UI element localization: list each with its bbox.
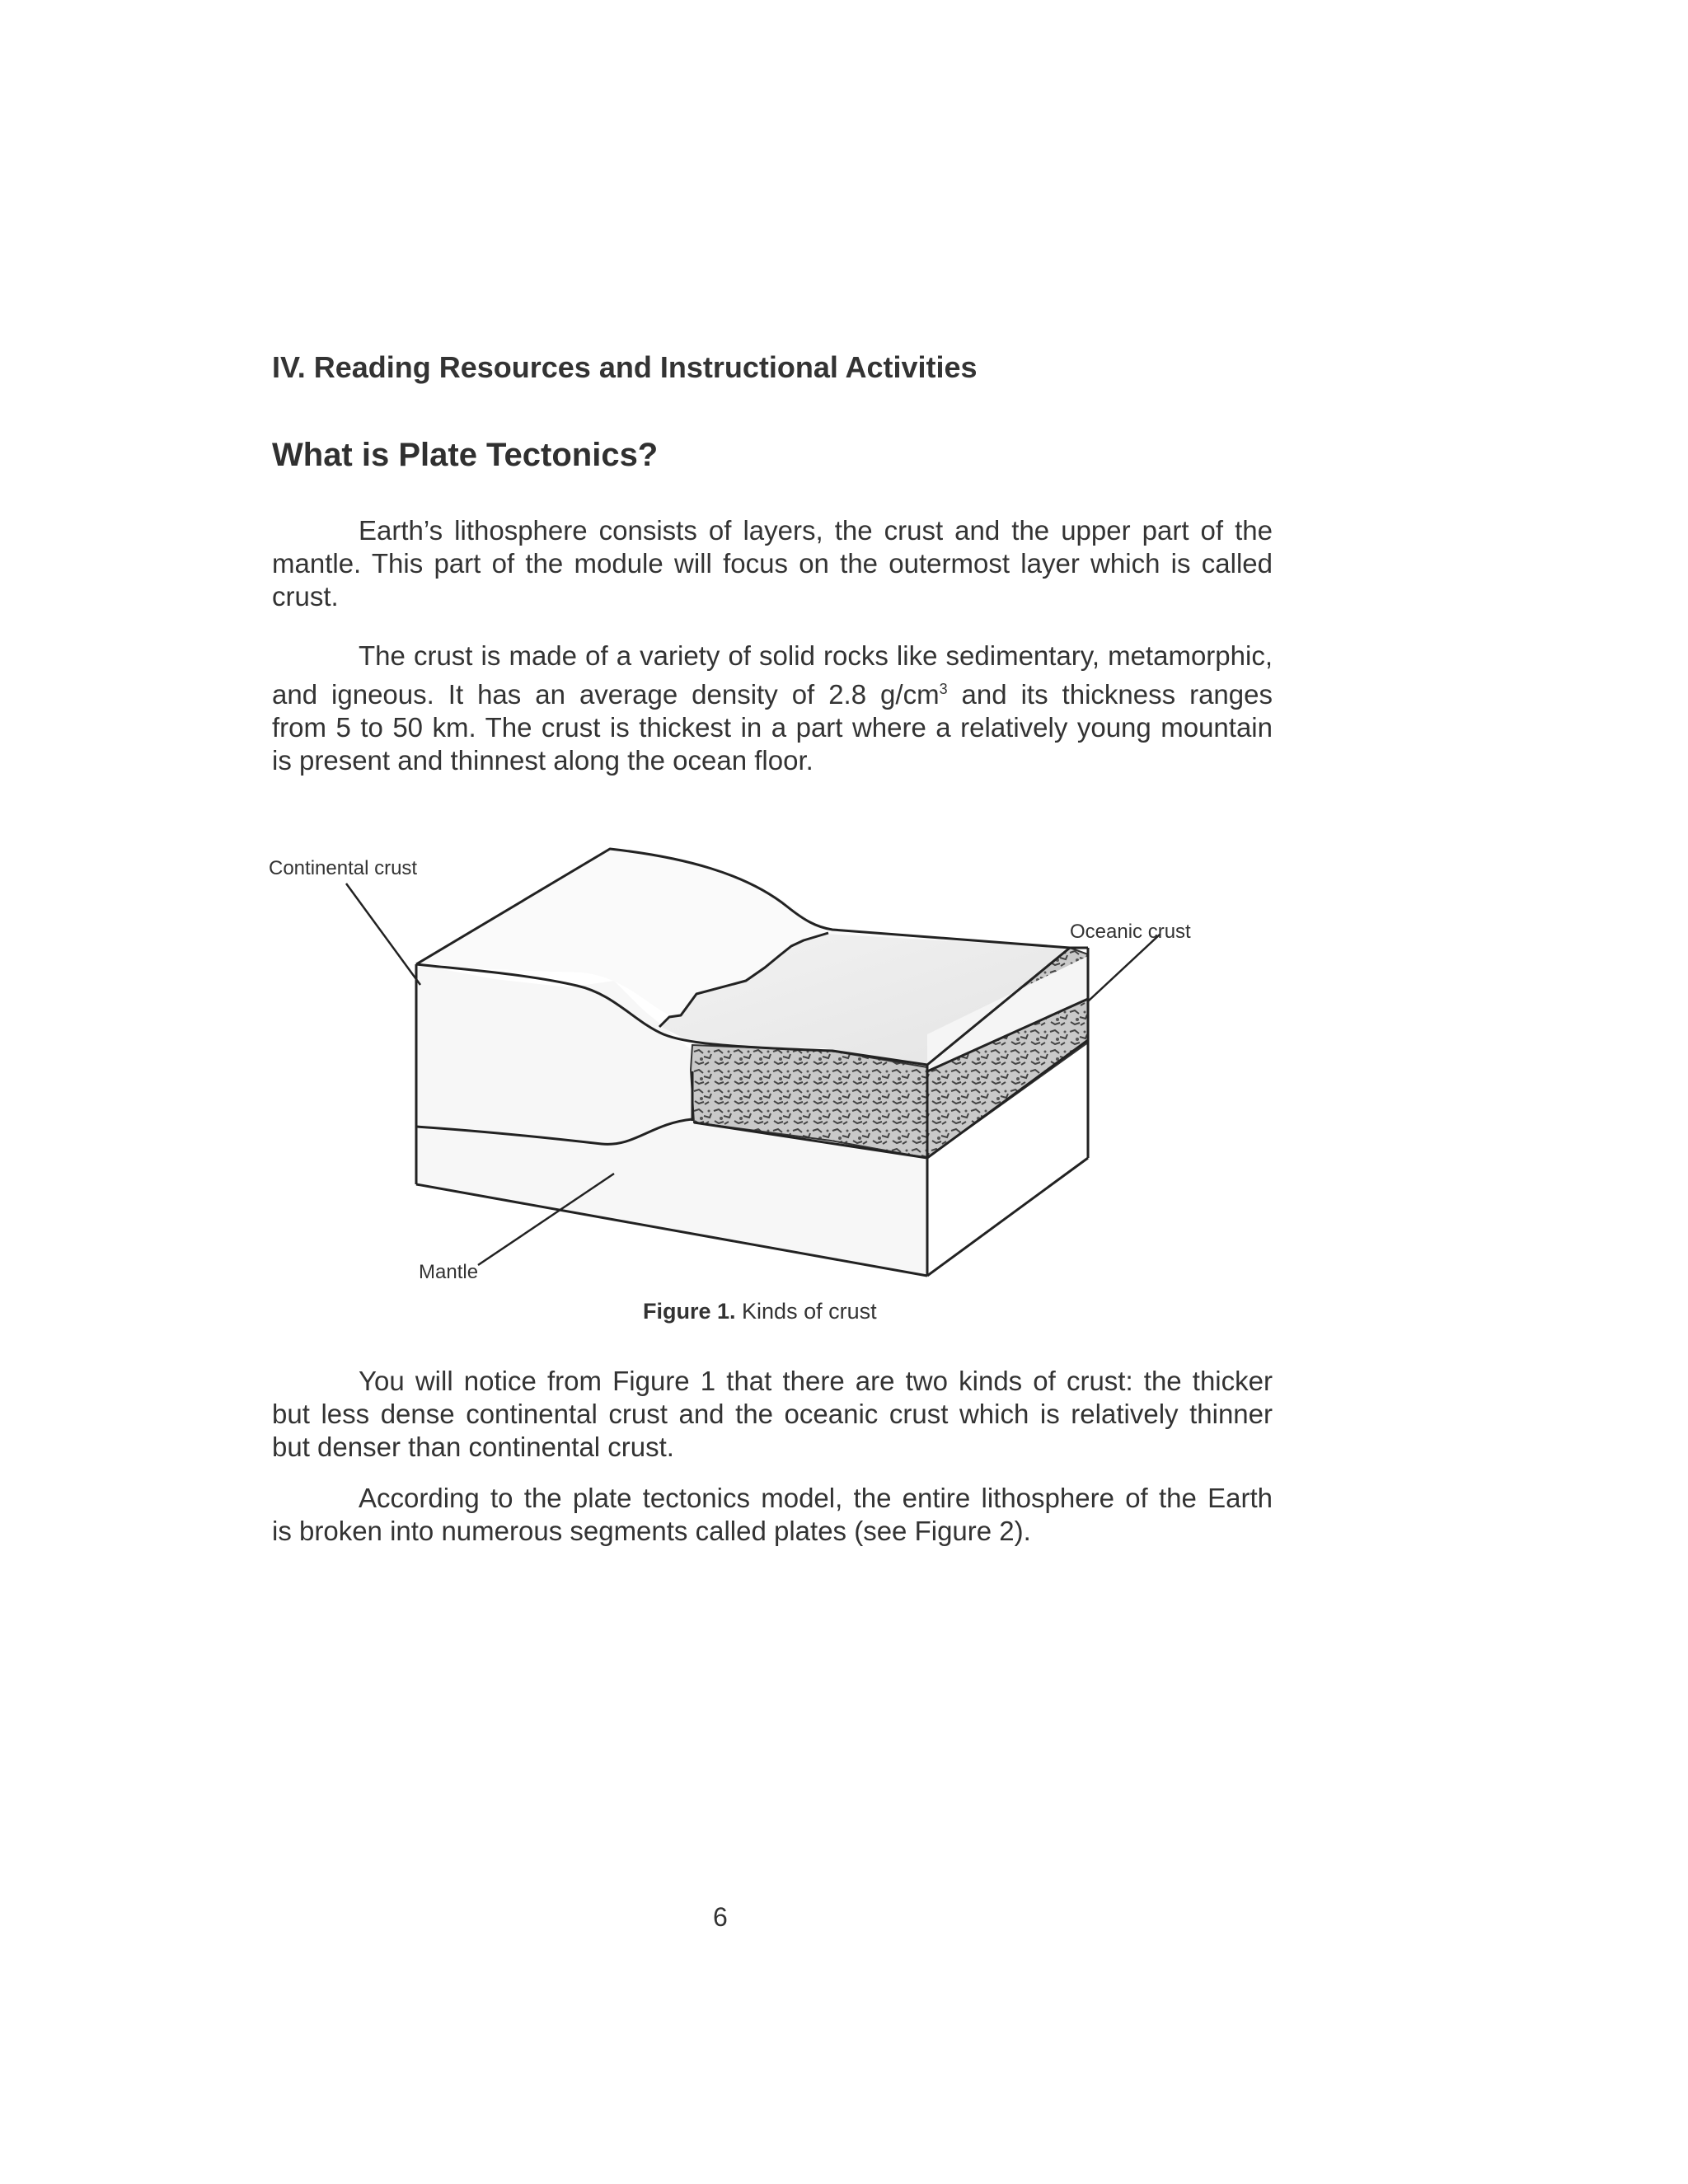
figure-caption (643, 1299, 877, 1324)
caption-number: Figure 1. (643, 1299, 736, 1324)
superscript: 3 (939, 681, 948, 697)
paragraph-line: from 5 to 50 km. The crust is thickest in a part where a relatively young mountain (272, 712, 1273, 743)
paragraph-line: and its thickness ranges (947, 679, 1273, 710)
section-heading: IV. Reading Resources and Instructional Activities (272, 350, 978, 384)
label-mantle: Mantle (419, 1261, 479, 1283)
paragraph-line: crust. (272, 581, 339, 612)
page-title: What is Plate Tectonics? (272, 437, 659, 473)
paragraph-line: The crust is made of a variety of solid rocks like sedimentary, metamorphic, (359, 640, 1273, 671)
paragraph-kinds-of-crust (272, 1365, 1273, 1464)
paragraph-line: and igneous. It has an average density of 2.8 g/cm (272, 679, 940, 710)
paragraph-line: is present and thinnest along the ocean floor. (272, 745, 814, 776)
paragraph-line: mantle. This part of the module will focus on the outermost layer which is called (272, 548, 1273, 579)
oceanic-leader (1088, 934, 1160, 1001)
label-continental-crust: Continental crust (269, 857, 418, 879)
paragraph-line: You will notice from Figure 1 that there are two kinds of crust: the thicker (359, 1366, 1273, 1396)
paragraph-plate-tectonics (272, 1482, 1273, 1548)
label-oceanic-crust: Oceanic crust (1070, 921, 1191, 943)
paragraph-line: but denser than continental crust. (272, 1432, 674, 1462)
paragraph-line: According to the plate tectonics model, the entire lithosphere of the Earth (359, 1483, 1273, 1513)
continental-leader (346, 883, 420, 985)
page-number: 6 (713, 1902, 728, 1932)
paragraph-line: Earth’s lithosphere consists of layers, the crust and the upper part of the (359, 515, 1273, 546)
paragraph-line: but less dense continental crust and the oceanic crust which is relatively thinner (272, 1399, 1273, 1429)
caption-text: Kinds of crust (735, 1299, 877, 1324)
paragraph-line: is broken into numerous segments called plates (see Figure 2). (272, 1516, 1031, 1546)
